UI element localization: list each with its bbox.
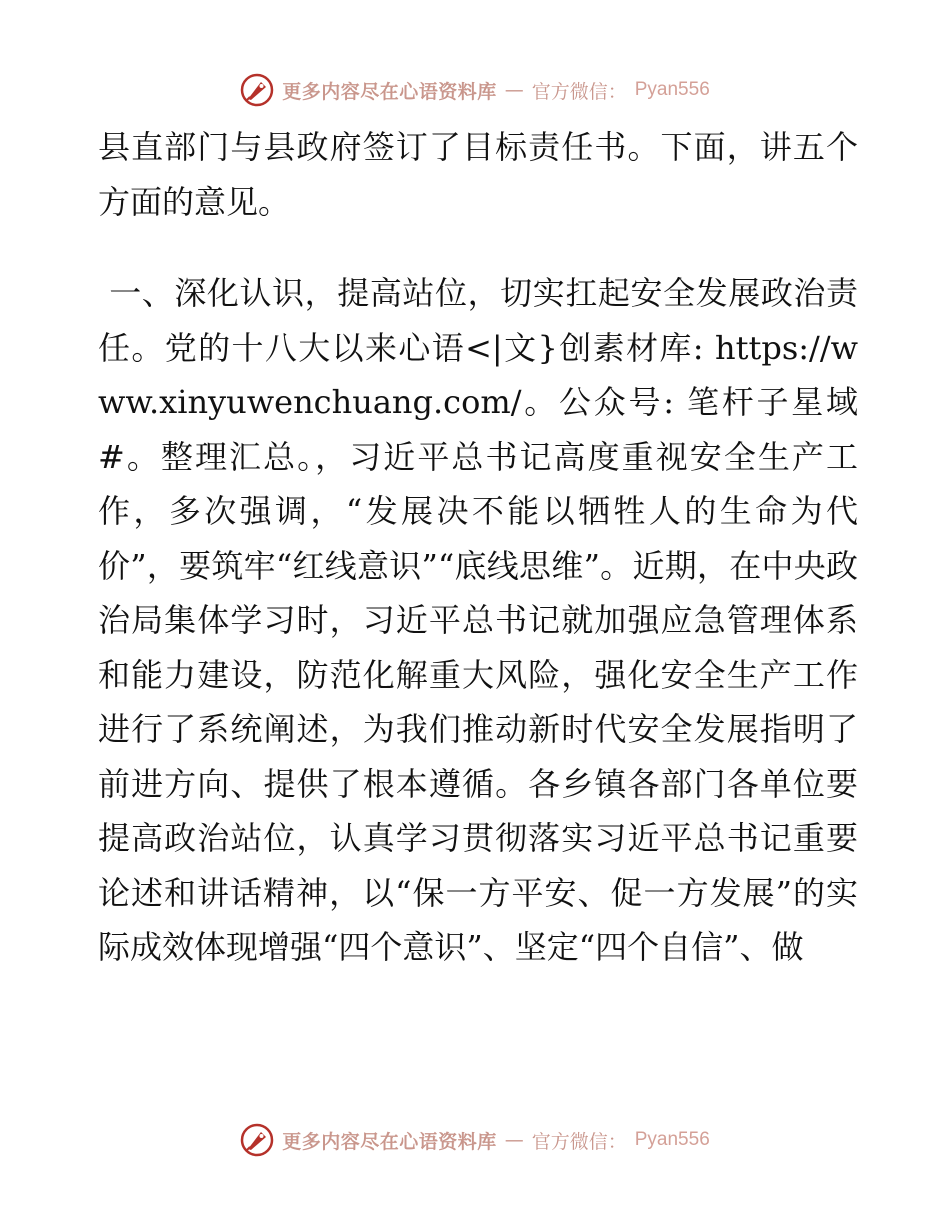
paragraph-2: 一、深化认识，提高站位，切实扛起安全发展政治责任。党的十八大以来心语<|文}创素材库: https://www.xinyuwenchuang.com/。公众号: 笔杆子星域#。整理汇总。，习近平总书记高度重视安全生产工作，多次强调，“发展决不能以牺牲人的生命为代价”，要筑牢“红线意识”“底线思维”。近期，在中央政治局集体学习时，习近平总书记就加强应急管理体系和能力建设，防范化解重大风险，强化安全生产工作进行了系统阐述，为我们推动新时代安全发展指明了前进方向、提供了根本遵循。各乡镇各部门各单位要提高政治站位，认真学习贯彻落实习近平总书记重要论述和讲话精神，以“保一方平安、促一方发展”的实际成效体现增强“四个意识”、坚定“四个自信”、做 (98, 274, 858, 966)
footer-banner-separator: — (504, 1129, 524, 1151)
header-banner-title: 更多内容尽在心语资料库 (282, 80, 497, 103)
footer-watermark-banner (0, 1120, 950, 1160)
footer-wechat-label: 官方微信： (531, 1130, 627, 1153)
pen-nib-logo-icon (240, 1123, 274, 1157)
header-wechat-label: 官方微信： (531, 80, 627, 103)
header-watermark-banner (0, 70, 950, 110)
header-wechat-id: Pyan556 (634, 79, 710, 100)
paragraph-1: 县直部门与县政府签订了目标责任书。下面，讲五个方面的意见。 (98, 128, 858, 221)
footer-banner-title: 更多内容尽在心语资料库 (282, 1130, 497, 1153)
header-banner-separator: — (504, 79, 524, 101)
document-body (98, 120, 858, 975)
pen-nib-logo-icon (240, 73, 274, 107)
footer-wechat-id: Pyan556 (634, 1129, 710, 1150)
